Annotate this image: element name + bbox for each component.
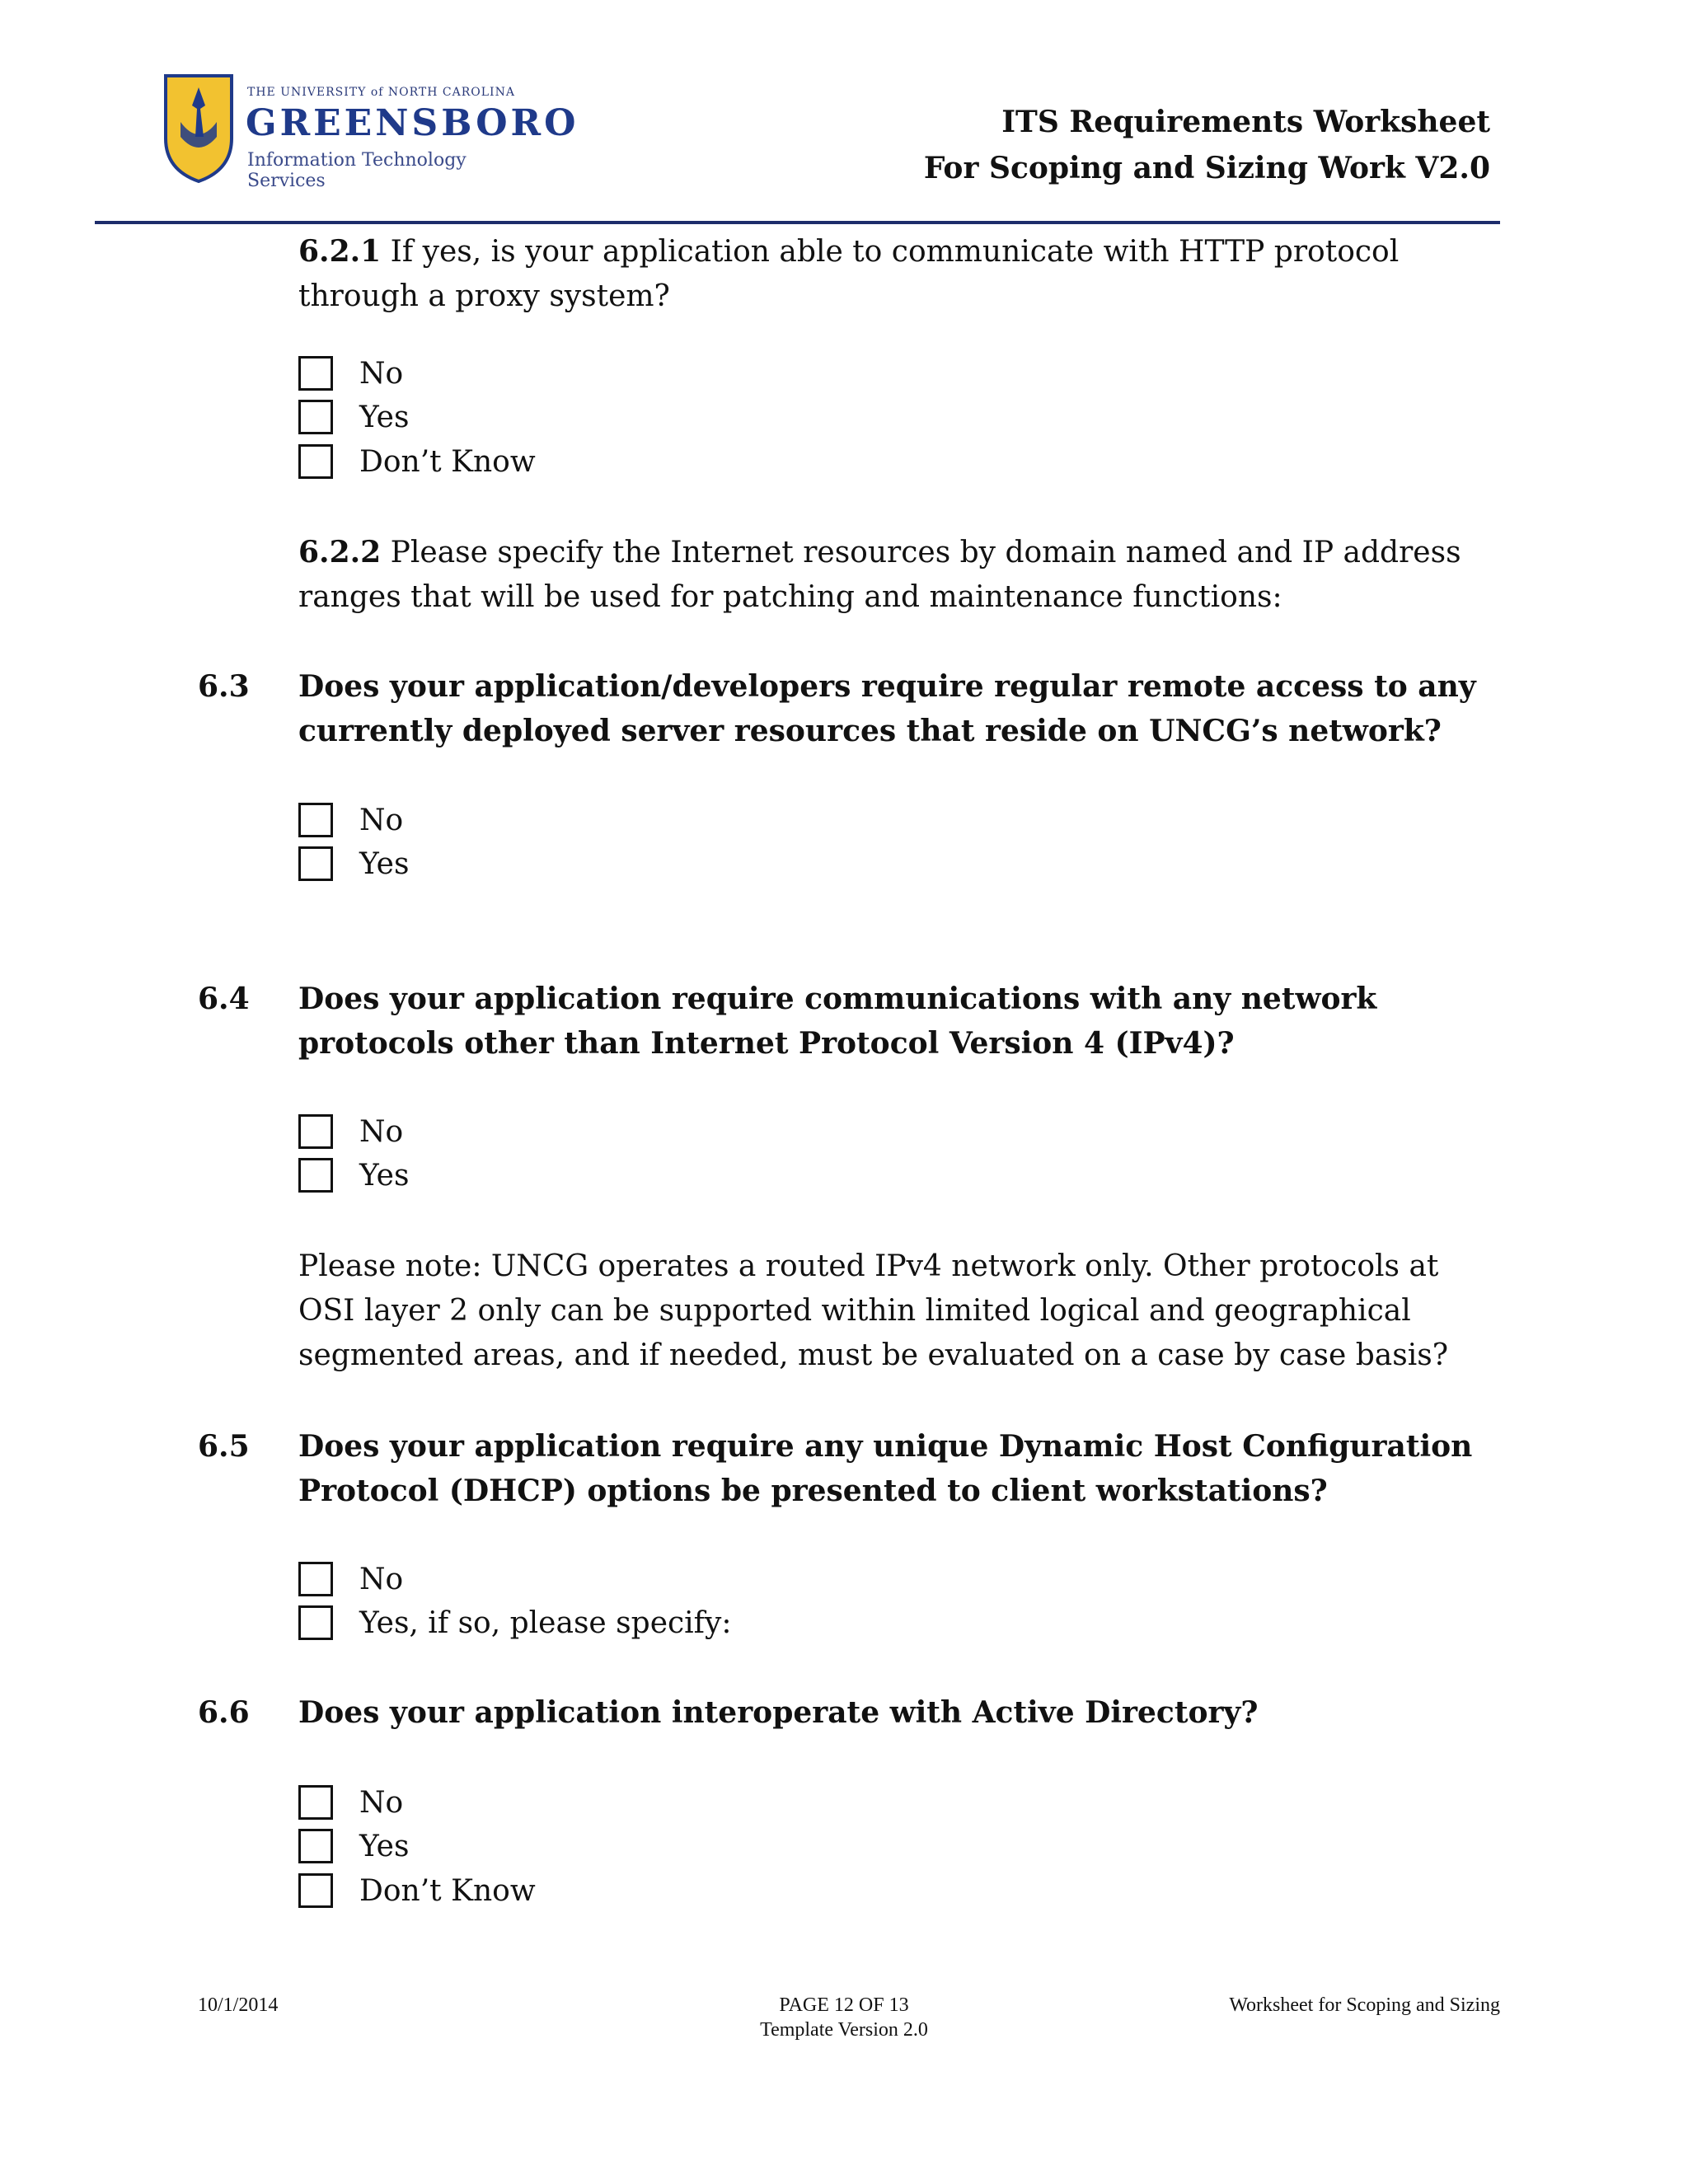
option-6-6-no[interactable] — [298, 1782, 403, 1823]
option-label: Don’t Know — [359, 1873, 536, 1908]
header-divider — [95, 221, 1500, 224]
checkbox[interactable] — [298, 803, 333, 837]
checkbox[interactable] — [298, 846, 333, 881]
question-number-6-5: 6.5 — [198, 1429, 250, 1464]
checkbox[interactable] — [298, 1158, 333, 1193]
checkbox[interactable] — [298, 400, 333, 434]
question-text-6-6: Does your application interoperate with Active Directory? — [298, 1695, 1259, 1730]
question-text-6-4: Does your application require communications with any network protocols other than Internet Protocol Version 4 (IPv4)? — [298, 982, 1377, 1061]
option-6-4-no[interactable] — [298, 1111, 403, 1152]
checkbox[interactable] — [298, 444, 333, 479]
option-label: Yes — [359, 846, 410, 881]
option-label: No — [359, 1785, 404, 1820]
question-text: Please specify the Internet resources by domain named and IP address ranges that will be used for patching and maintenance functions: — [298, 536, 1461, 614]
header-title: ITS Requirements Worksheet — [1001, 105, 1490, 139]
option-label: Yes, if so, please specify: — [359, 1605, 732, 1640]
option-6-2-1-dont-know[interactable] — [298, 441, 536, 482]
option-6-5-no[interactable] — [298, 1558, 403, 1600]
option-label: No — [359, 803, 404, 837]
checkbox[interactable] — [298, 1829, 333, 1863]
option-6-6-dont-know[interactable] — [298, 1870, 536, 1911]
question-number-6-3: 6.3 — [198, 669, 250, 704]
option-6-2-1-yes[interactable] — [298, 396, 409, 438]
option-6-6-yes[interactable] — [298, 1825, 409, 1867]
footer-page-info — [679, 1993, 1009, 2042]
note-6-4: Please note: UNCG operates a routed IPv4 network only. Other protocols at OSI layer 2 only can be supported within limited logical and geographical segmented areas, and if needed, must be evaluated on a case by case basis? — [298, 1249, 1449, 1372]
logo-wordmark: GREENSBORO — [246, 102, 579, 144]
checkbox[interactable] — [298, 1605, 333, 1640]
question-number: 6.2.2 — [298, 535, 382, 569]
option-6-4-yes[interactable] — [298, 1155, 409, 1196]
option-label: Don’t Know — [359, 444, 536, 479]
question-6-2-1 — [298, 229, 1493, 319]
footer-date: 10/1/2014 — [198, 1994, 279, 2016]
university-shield-icon — [162, 73, 235, 184]
footer-page-number: PAGE 12 OF 13 — [779, 1994, 909, 2016]
question-number-6-6: 6.6 — [198, 1695, 250, 1730]
question-number-6-4: 6.4 — [198, 982, 250, 1016]
header-subtitle: For Scoping and Sizing Work V2.0 — [923, 151, 1490, 185]
its-logo — [162, 73, 579, 191]
checkbox[interactable] — [298, 1114, 333, 1149]
checkbox[interactable] — [298, 1562, 333, 1596]
document-header — [924, 99, 1490, 191]
checkbox[interactable] — [298, 1873, 333, 1908]
question-number: 6.2.1 — [298, 234, 382, 269]
option-6-5-yes[interactable] — [298, 1602, 731, 1643]
question-6-2-2 — [298, 530, 1477, 620]
option-label: No — [359, 356, 404, 391]
option-label: No — [359, 1114, 404, 1149]
option-label: Yes — [359, 1829, 410, 1863]
logo-subtitle: Information Technology Services — [247, 150, 467, 191]
footer-title: Worksheet for Scoping and Sizing — [1229, 1994, 1500, 2016]
option-label: No — [359, 1562, 404, 1596]
question-text-6-5: Does your application require any unique Dynamic Host Configuration Protocol (DHCP) options be presented to client workstations? — [298, 1429, 1473, 1508]
question-text: If yes, is your application able to communicate with HTTP protocol through a proxy system? — [298, 235, 1400, 313]
option-6-3-yes[interactable] — [298, 843, 409, 884]
option-6-2-1-no[interactable] — [298, 353, 403, 394]
question-text-6-3: Does your application/developers require regular remote access to any currently deployed server resources that reside on UNCG’s network? — [298, 669, 1476, 748]
option-label: Yes — [359, 1158, 410, 1193]
option-label: Yes — [359, 400, 410, 434]
logo-top-line: THE UNIVERSITY of NORTH CAROLINA — [247, 86, 515, 99]
checkbox[interactable] — [298, 356, 333, 391]
option-6-3-no[interactable] — [298, 799, 403, 841]
checkbox[interactable] — [298, 1785, 333, 1820]
footer-template-version: Template Version 2.0 — [760, 2019, 928, 2041]
